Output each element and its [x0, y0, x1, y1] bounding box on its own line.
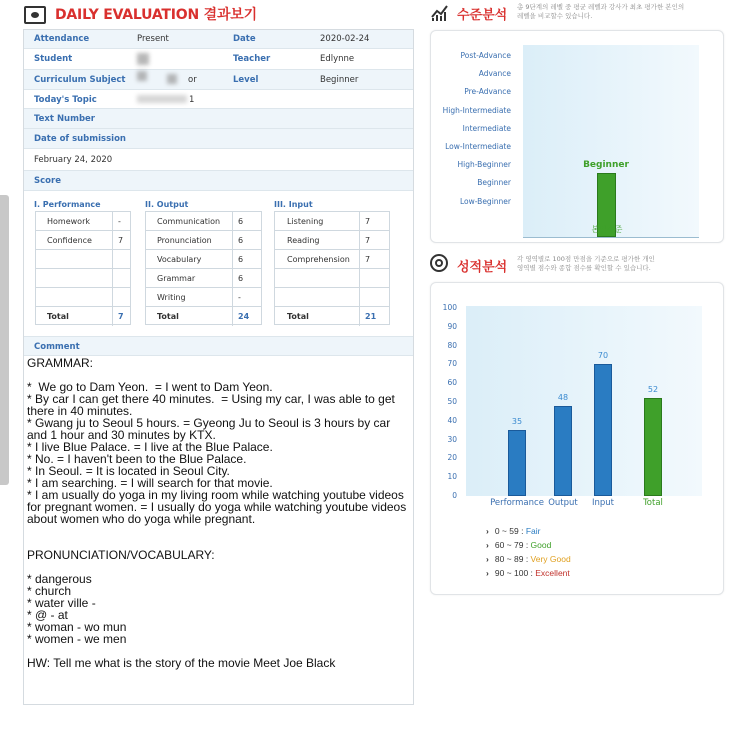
topic-value: 1 — [189, 95, 195, 105]
output-title: II. Output — [145, 200, 189, 209]
y-tick-label: 50 — [447, 397, 457, 406]
date-value: 2020-02-24 — [320, 34, 370, 44]
curriculum-redacted — [137, 71, 147, 81]
info-row-textnumber — [24, 109, 413, 129]
x-category-label: Total — [643, 498, 663, 508]
input-table — [274, 211, 390, 325]
input-row — [275, 269, 389, 288]
y-tick-label: 20 — [447, 453, 457, 463]
y-tick-label: 100 — [442, 303, 457, 312]
comment-header-row — [24, 336, 413, 356]
input-row — [275, 212, 389, 231]
attendance-label: Attendance — [34, 34, 90, 44]
level-tick-label: Intermediate — [462, 123, 511, 133]
y-tick-label: 90 — [447, 321, 457, 331]
level-tick-label: Low-Intermediate — [445, 142, 511, 151]
output-row — [146, 212, 261, 231]
score-panel-subtitle-1: 각 영역별로 100점 만점을 기준으로 평가한 개인 — [517, 255, 655, 263]
y-tick-label: 70 — [447, 359, 457, 369]
legend-bullet-icon: › — [486, 540, 489, 550]
output-row — [146, 288, 261, 307]
output-item-name: Grammar — [157, 274, 196, 283]
input-item-score: 21 — [365, 312, 377, 321]
legend-separator: : — [518, 526, 526, 536]
output-item-name: Writing — [157, 293, 186, 302]
score-chart-area — [466, 306, 702, 496]
level-panel-subtitle-2: 레벨을 비교할수 있습니다. — [517, 12, 593, 20]
output-item-score: 6 — [238, 255, 244, 264]
level-tick-label: Post-Advance — [460, 51, 511, 60]
legend-item — [486, 554, 571, 564]
input-item-name: Listening — [287, 217, 324, 226]
level-x-label: 본인수준 — [591, 225, 623, 234]
attendance-value: Present — [137, 34, 169, 44]
bar-total — [644, 398, 662, 496]
legend-bullet-icon: › — [486, 526, 489, 536]
output-row — [146, 269, 261, 288]
performance-row — [36, 288, 130, 307]
y-tick-label: 40 — [447, 415, 457, 425]
output-row — [146, 231, 261, 250]
output-item-score: 24 — [238, 312, 250, 321]
level-panel-subtitle-1: 총 9단계의 레벨 중 평균 레벨과 강사가 최초 평가한 본인의 — [517, 3, 685, 11]
input-item-score: 7 — [365, 236, 371, 245]
y-tick-label: 80 — [447, 340, 457, 350]
level-tick-label: High-Intermediate — [442, 105, 511, 115]
level-tick-label: Pre-Advance — [464, 87, 511, 97]
legend-range: 60 ~ 79 — [494, 540, 524, 550]
comment-text: GRAMMAR: * We go to Dam Yeon. = I went to Dam Yeon. * By car I can get there 40 minutes. = Using my car, I was able to get there in 40 minutes. * Gwang ju to Seoul 5 hours. = Gyeong Ju to Seoul is 3 hours by car and 1 hour and 30 minutes by KTX. * I live Blue Palace. = I live at the Blue Palace. * No. = I haven't been to the Blue Palace. * In Seoul. = It is located in Seoul City. * I am searching. = I will search for that movie. * I am usually do yoga in my living room while watching youtube videos for pregnant women. = I usually do yoga while watching youtube videos about women who do yoga while pregnant. PRONUNCIATION/VOCABULARY: * dangerous * church * water ville - * @ - at * woman - wo mun * women - we men HW: Tell me what is the story of the movie Meet Joe Black — [27, 356, 407, 670]
bar-value-label: 35 — [511, 417, 523, 427]
performance-row — [36, 212, 130, 231]
page-title: DAILY EVALUATION 결과보기 — [55, 7, 257, 23]
monitor-icon — [24, 6, 46, 24]
info-row-curriculum — [24, 70, 413, 90]
output-item-name: Communication — [157, 217, 221, 226]
legend-item — [486, 526, 540, 536]
level-tick-label: Beginner — [477, 178, 511, 188]
level-label: Level — [233, 75, 259, 85]
bar-value-label: 52 — [647, 385, 659, 395]
info-row-topic — [24, 90, 413, 109]
y-tick-label: 10 — [447, 472, 457, 482]
level-panel-title: 수준분석 — [457, 8, 508, 23]
legend-item — [486, 540, 551, 550]
legend-range: 90 ~ 100 — [494, 568, 529, 578]
legend-separator: : — [528, 568, 536, 578]
chart-icon — [430, 3, 450, 21]
output-item-score: 6 — [238, 217, 244, 226]
input-item-name: Reading — [287, 236, 320, 245]
teacher-label: Teacher — [233, 54, 271, 64]
legend-label: Good — [530, 540, 552, 550]
y-tick-label: 30 — [447, 434, 457, 444]
curriculum-redacted-2 — [167, 74, 177, 84]
info-row-student — [24, 49, 413, 70]
submission-value: February 24, 2020 — [34, 155, 113, 165]
performance-row — [36, 231, 130, 250]
level-axis — [523, 237, 699, 238]
y-tick-label: 0 — [452, 491, 457, 500]
score-panel-subtitle-2: 영역별 점수와 종합 점수를 확인할 수 있습니다. — [517, 264, 651, 272]
target-icon — [430, 254, 448, 272]
info-row-submission — [24, 129, 413, 149]
input-item-score: 7 — [365, 217, 371, 226]
input-item-score: 7 — [365, 255, 371, 264]
x-category-label: Performance — [490, 498, 544, 508]
legend-bullet-icon: › — [486, 554, 489, 564]
legend-label: Excellent — [535, 568, 570, 578]
score-label: Score — [34, 176, 61, 186]
performance-row — [36, 250, 130, 269]
scroll-handle[interactable] — [0, 195, 9, 485]
performance-item-name: Total — [47, 312, 69, 321]
submission-label: Date of submission — [34, 134, 126, 144]
level-analysis-box — [430, 30, 724, 243]
teacher-value: Edlynne — [320, 54, 355, 64]
output-item-score: - — [238, 293, 241, 302]
comment-label: Comment — [34, 342, 80, 352]
topic-label: Today's Topic — [34, 95, 97, 105]
level-bar-label: Beginner — [583, 160, 629, 171]
y-tick-label: 60 — [447, 378, 457, 388]
x-category-label: Output — [548, 498, 578, 508]
legend-separator: : — [523, 554, 531, 564]
output-table — [145, 211, 262, 325]
score-analysis-box — [430, 282, 724, 595]
performance-item-score: - — [118, 217, 121, 226]
level-tick-label: Advance — [478, 69, 511, 79]
legend-bullet-icon: › — [486, 568, 489, 578]
performance-row — [36, 307, 130, 326]
student-label: Student — [34, 54, 73, 64]
legend-label: Very Good — [530, 554, 571, 564]
level-value: Beginner — [320, 75, 359, 85]
level-tick-label: Low-Beginner — [459, 196, 511, 206]
text-number-label: Text Number — [34, 114, 96, 124]
output-item-score: 6 — [238, 236, 244, 245]
bar-performance — [508, 430, 526, 496]
output-item-name: Pronunciation — [157, 236, 212, 245]
topic-redacted — [137, 95, 187, 103]
performance-table — [35, 211, 131, 325]
performance-item-name: Confidence — [47, 236, 92, 245]
legend-separator: : — [523, 540, 531, 550]
input-item-name: Total — [287, 312, 309, 321]
bar-value-label: 70 — [597, 351, 609, 361]
performance-item-score: 7 — [118, 312, 124, 321]
input-title: III. Input — [274, 200, 313, 209]
bar-output — [554, 406, 572, 496]
student-name-redacted — [137, 53, 149, 65]
legend-item — [486, 568, 570, 578]
input-item-name: Comprehension — [287, 255, 350, 264]
legend-label: Fair — [525, 526, 541, 536]
performance-item-score: 7 — [118, 236, 124, 245]
output-row — [146, 307, 261, 326]
bar-input — [594, 364, 612, 496]
output-item-name: Vocabulary — [157, 255, 202, 264]
output-item-score: 6 — [238, 274, 244, 283]
score-panel-title: 성적분석 — [457, 260, 508, 275]
info-row-attendance — [24, 30, 413, 49]
curriculum-value: or — [188, 75, 197, 85]
input-row — [275, 250, 389, 269]
legend-range: 80 ~ 89 — [494, 554, 524, 564]
performance-title: I. Performance — [34, 200, 101, 209]
info-row-submission-value — [24, 149, 413, 171]
x-category-label: Input — [591, 498, 614, 508]
legend-range: 0 ~ 59 — [494, 526, 519, 536]
input-row — [275, 307, 389, 326]
performance-item-name: Homework — [47, 217, 90, 226]
bar-value-label: 48 — [557, 392, 569, 402]
level-tick-label: High-Beginner — [457, 160, 511, 170]
output-row — [146, 250, 261, 269]
info-row-score — [24, 171, 413, 191]
curriculum-label: Curriculum Subject — [34, 75, 126, 85]
output-item-name: Total — [157, 312, 179, 321]
performance-row — [36, 269, 130, 288]
input-row — [275, 288, 389, 307]
date-label: Date — [233, 34, 256, 44]
input-row — [275, 231, 389, 250]
